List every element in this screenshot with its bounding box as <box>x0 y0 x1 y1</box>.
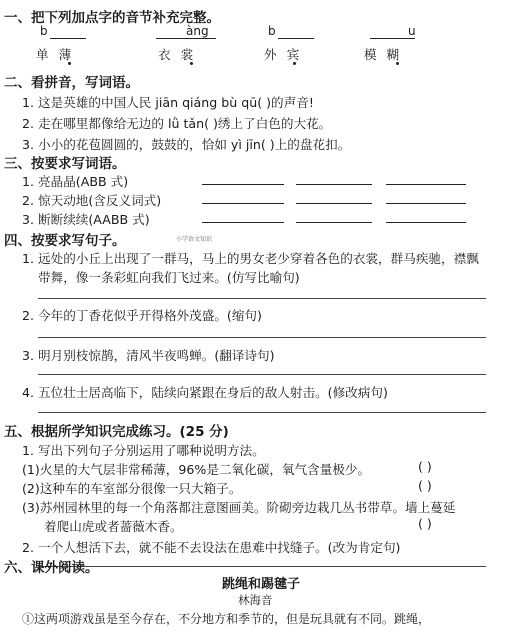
question-5-1: 1. 写出下列句子分别运用了哪种说明方法。 <box>22 443 265 458</box>
question-2-3: 3. 小小的花苞圆圆的，鼓鼓的，恰如 yì jīn( )上的盘花扣。 <box>22 137 351 152</box>
question-2-2: 2. 走在哪里都像给无边的 lǜ tǎn( )绣上了白色的大花。 <box>22 116 332 131</box>
pinyin-hint-2: àng <box>186 24 209 38</box>
question-5-1-3-line2: 着爬山虎或者蔷薇木香。 <box>44 519 183 534</box>
answer-line[interactable] <box>38 566 486 567</box>
question-5-1-2: (2)这种车的车室部分很像一只大箱子。 <box>22 481 242 496</box>
question-4-2: 2. 今年的丁香花似乎开得格外茂盛。(缩句) <box>22 308 262 323</box>
emphasis-dot <box>396 62 399 65</box>
answer-line[interactable] <box>296 184 372 185</box>
answer-line[interactable] <box>386 203 466 204</box>
question-2-1: 1. 这是英雄的中国人民 jiān qiáng bù qū( )的声音! <box>22 95 314 110</box>
pinyin-blank-3[interactable] <box>278 38 314 39</box>
answer-paren[interactable]: ( ) <box>418 459 432 474</box>
word-4: 模 糊 <box>364 47 403 62</box>
question-4-3: 3. 明月别枝惊鹊，清风半夜鸣蝉。(翻译诗句) <box>22 348 275 363</box>
question-5-1-3-line1: (3)苏州园林里的每一个角落都注意图画美。阶砌旁边栽几丛书带草。墙上蔓延 <box>22 500 456 515</box>
section-5-title: 五、根据所学知识完成练习。(25 分) <box>4 424 229 440</box>
answer-line[interactable] <box>38 298 486 299</box>
question-3-1: 1. 亮晶晶(ABB 式) <box>22 174 129 189</box>
answer-line[interactable] <box>38 374 486 375</box>
answer-line[interactable] <box>202 222 284 223</box>
section-4-title: 四、按要求写句子。 <box>4 233 126 249</box>
article-first-line: ①这两项游戏虽是至今存在，不分地方和季节的，但是玩具就有不同。跳绳， <box>22 612 431 626</box>
question-3-3: 3. 断断续续(AABB 式) <box>22 212 150 227</box>
emphasis-dot <box>190 62 193 65</box>
pinyin-hint-1: b <box>40 24 48 38</box>
question-5-2: 2. 一个人想活下去，就不能不去设法在患难中找缝子。(改为肯定句) <box>22 540 401 555</box>
word-1: 单 薄 <box>36 47 75 62</box>
question-4-4: 4. 五位壮士居高临下，陆续向紧跟在身后的敌人射击。(修改病句) <box>22 385 388 400</box>
answer-line[interactable] <box>386 222 466 223</box>
question-4-1-line1: 1. 远处的小丘上出现了一群马，马上的男女老少穿着各色的衣裳，群马疾驰，襟飘 <box>22 251 479 266</box>
answer-line[interactable] <box>38 412 486 413</box>
answer-line[interactable] <box>386 184 466 185</box>
watermark: 小学语文知识 <box>176 236 213 243</box>
section-1-title: 一、把下列加点字的音节补充完整。 <box>4 10 220 26</box>
answer-paren[interactable]: ( ) <box>418 478 432 493</box>
answer-line[interactable] <box>38 337 486 338</box>
word-2: 衣 裳 <box>158 47 197 62</box>
section-2-title: 二、看拼音，写词语。 <box>4 75 139 91</box>
word-3: 外 宾 <box>264 47 303 62</box>
pinyin-hint-3: b <box>268 24 276 38</box>
pinyin-blank-4[interactable] <box>370 38 415 39</box>
pinyin-blank-2[interactable] <box>156 38 216 39</box>
section-6-title: 六、课外阅读。 <box>4 560 99 576</box>
article-author: 林海音 <box>238 593 273 607</box>
answer-line[interactable] <box>202 184 284 185</box>
question-4-1-line2: 带舞，像一条彩虹向我们飞过来。(仿写比喻句) <box>38 270 300 285</box>
section-3-title: 三、按要求写词语。 <box>4 156 126 172</box>
answer-line[interactable] <box>296 203 372 204</box>
emphasis-dot <box>293 62 296 65</box>
answer-line[interactable] <box>296 222 372 223</box>
question-5-1-1: (1)火星的大气层非常稀薄，96%是二氧化碳，氧气含量极少。 <box>22 462 371 477</box>
article-title: 跳绳和踢毽子 <box>222 577 301 592</box>
answer-line[interactable] <box>202 203 284 204</box>
answer-paren[interactable]: ( ) <box>418 516 432 531</box>
question-3-2: 2. 惊天动地(含反义词式) <box>22 193 162 208</box>
emphasis-dot <box>68 62 71 65</box>
pinyin-hint-4: u <box>408 24 416 38</box>
pinyin-blank-1[interactable] <box>50 38 86 39</box>
